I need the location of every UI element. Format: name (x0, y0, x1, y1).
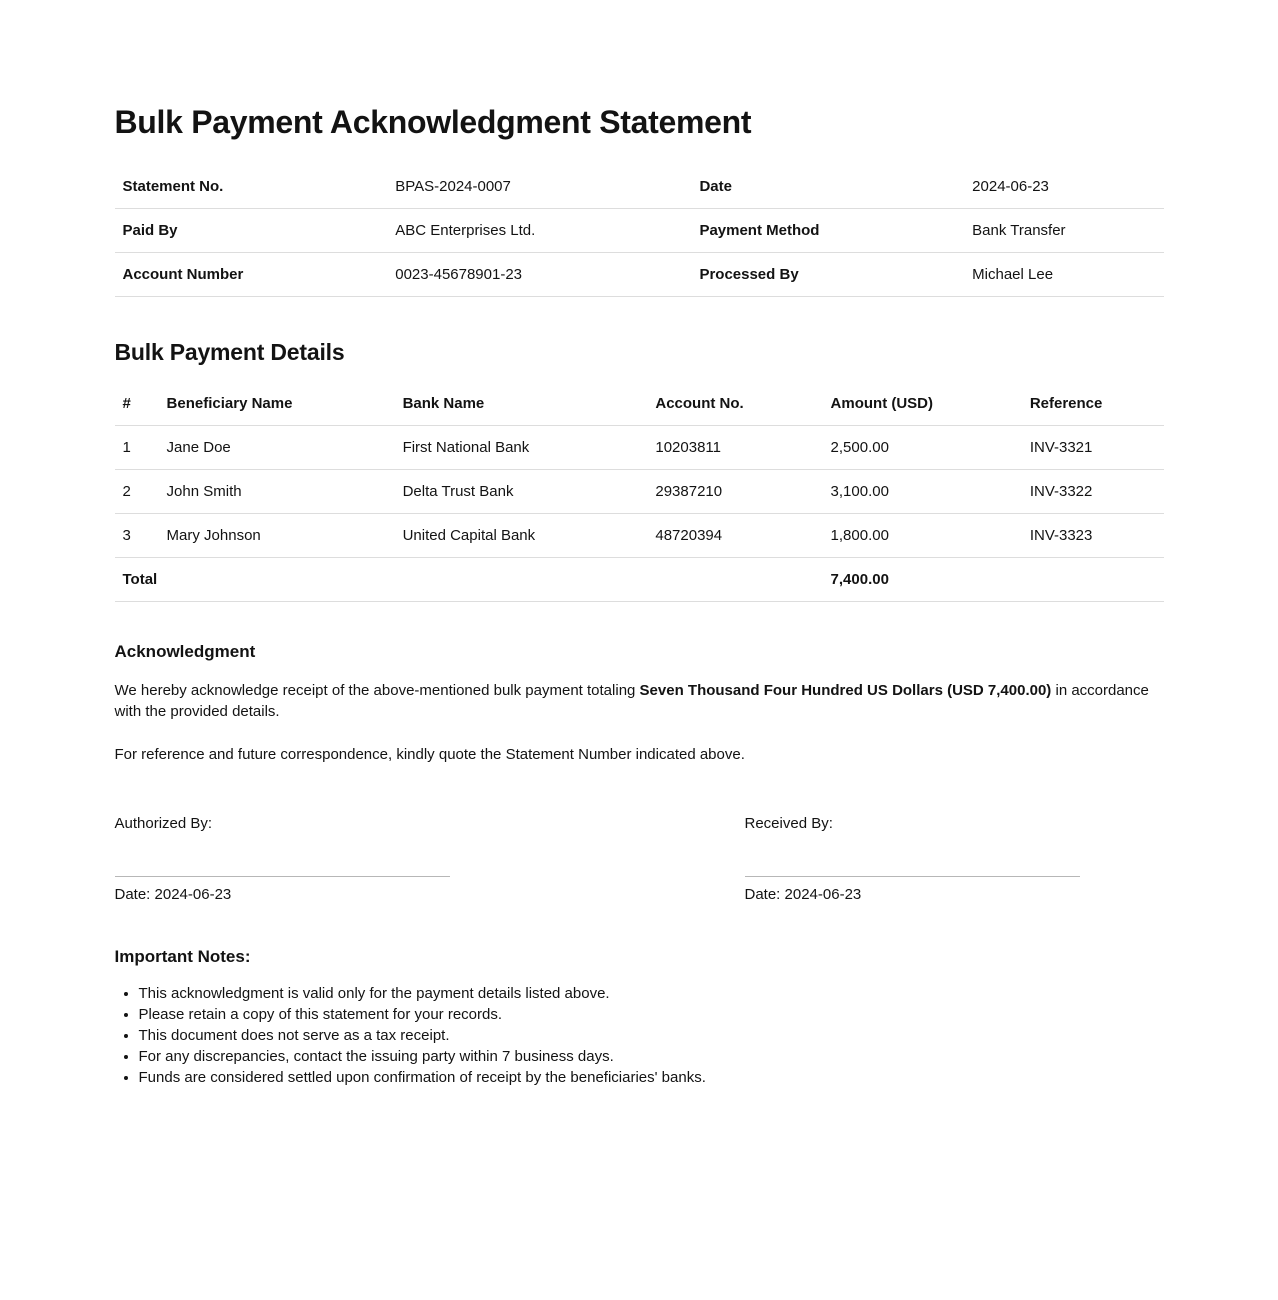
col-header-reference: Reference (1022, 382, 1164, 426)
page-title: Bulk Payment Acknowledgment Statement (114, 104, 752, 140)
cell-beneficiary: Mary Johnson (159, 514, 395, 558)
col-header-num: # (115, 382, 159, 426)
authorized-signature-line (115, 834, 450, 877)
note-item: • This acknowledgment is valid only for the payment details listed above. (139, 983, 1164, 1004)
table-row (115, 470, 1164, 514)
acknowledgment-text-prefix: We hereby acknowledge receipt of the above-mentioned bulk payment totaling (114, 682, 640, 699)
received-by-block (745, 813, 1080, 905)
note-item: • For any discrepancies, contact the issuing party within 7 business days. (139, 1046, 1164, 1067)
cell-beneficiary: Jane Doe (159, 426, 395, 470)
meta-value-statement-no: BPAS-2024-0007 (387, 165, 691, 209)
meta-value-date: 2024-06-23 (964, 165, 1163, 209)
received-by-label: Received By: (744, 815, 833, 832)
cell-bank: First National Bank (395, 426, 648, 470)
acknowledgment-paragraph-1 (115, 680, 1164, 722)
authorized-by-label: Authorized By: (114, 815, 213, 832)
statement-meta-table (115, 165, 1164, 297)
cell-amount: 1,800.00 (823, 514, 1022, 558)
col-header-beneficiary: Beneficiary Name (159, 382, 395, 426)
received-date: Date: 2024-06-23 (744, 886, 862, 903)
meta-label-date: Date (691, 165, 964, 209)
meta-label-payment-method: Payment Method (691, 209, 964, 253)
cell-amount: 3,100.00 (823, 470, 1022, 514)
cell-num: 3 (115, 514, 159, 558)
cell-beneficiary: John Smith (159, 470, 395, 514)
meta-value-paid-by: ABC Enterprises Ltd. (387, 209, 691, 253)
meta-row (115, 165, 1164, 209)
cell-account: 10203811 (647, 426, 822, 470)
cell-bank: Delta Trust Bank (395, 470, 648, 514)
received-signature-line (745, 834, 1080, 877)
acknowledgment-paragraph-2: For reference and future correspondence, kindly quote the Statement Number indicated above. (114, 746, 745, 763)
meta-row (115, 253, 1164, 297)
meta-value-processed-by: Michael Lee (964, 253, 1163, 297)
total-amount: 7,400.00 (823, 558, 1022, 602)
col-header-account: Account No. (647, 382, 822, 426)
col-header-bank: Bank Name (395, 382, 648, 426)
authorized-date: Date: 2024-06-23 (114, 886, 232, 903)
total-reference-empty (1022, 558, 1164, 602)
important-notes-list (115, 983, 1164, 1088)
statement-document (115, 0, 1164, 1088)
note-item: • Funds are considered settled upon confirmation of receipt by the beneficiaries' banks. (139, 1067, 1164, 1088)
cell-account: 48720394 (647, 514, 822, 558)
meta-value-payment-method: Bank Transfer (964, 209, 1163, 253)
meta-label-processed-by: Processed By (691, 253, 964, 297)
table-row (115, 514, 1164, 558)
total-label: Total (115, 558, 823, 602)
col-header-amount: Amount (USD) (823, 382, 1022, 426)
acknowledgment-amount-in-words: Seven Thousand Four Hundred US Dollars (USD 7,400.00) (639, 682, 1052, 699)
cell-account: 29387210 (647, 470, 822, 514)
cell-num: 2 (115, 470, 159, 514)
meta-label-account-number: Account Number (115, 253, 388, 297)
table-total-row (115, 558, 1164, 602)
cell-reference: INV-3323 (1022, 514, 1164, 558)
details-section-title: Bulk Payment Details (114, 339, 345, 365)
meta-row (115, 209, 1164, 253)
important-notes-title: Important Notes: (114, 947, 251, 966)
meta-label-paid-by: Paid By (115, 209, 388, 253)
table-row (115, 426, 1164, 470)
note-item: • Please retain a copy of this statement for your records. (139, 1004, 1164, 1025)
cell-reference: INV-3321 (1022, 426, 1164, 470)
cell-num: 1 (115, 426, 159, 470)
meta-label-statement-no: Statement No. (115, 165, 388, 209)
payment-details-table (115, 382, 1164, 602)
cell-reference: INV-3322 (1022, 470, 1164, 514)
signature-section (115, 813, 1164, 905)
cell-amount: 2,500.00 (823, 426, 1022, 470)
acknowledgment-title: Acknowledgment (114, 642, 256, 661)
note-item: • This document does not serve as a tax receipt. (139, 1025, 1164, 1046)
meta-value-account-number: 0023-45678901-23 (387, 253, 691, 297)
table-header-row (115, 382, 1164, 426)
acknowledgment-text-suffix: in accordance with the provided details. (114, 682, 1149, 720)
authorized-by-block (115, 813, 450, 905)
cell-bank: United Capital Bank (395, 514, 648, 558)
